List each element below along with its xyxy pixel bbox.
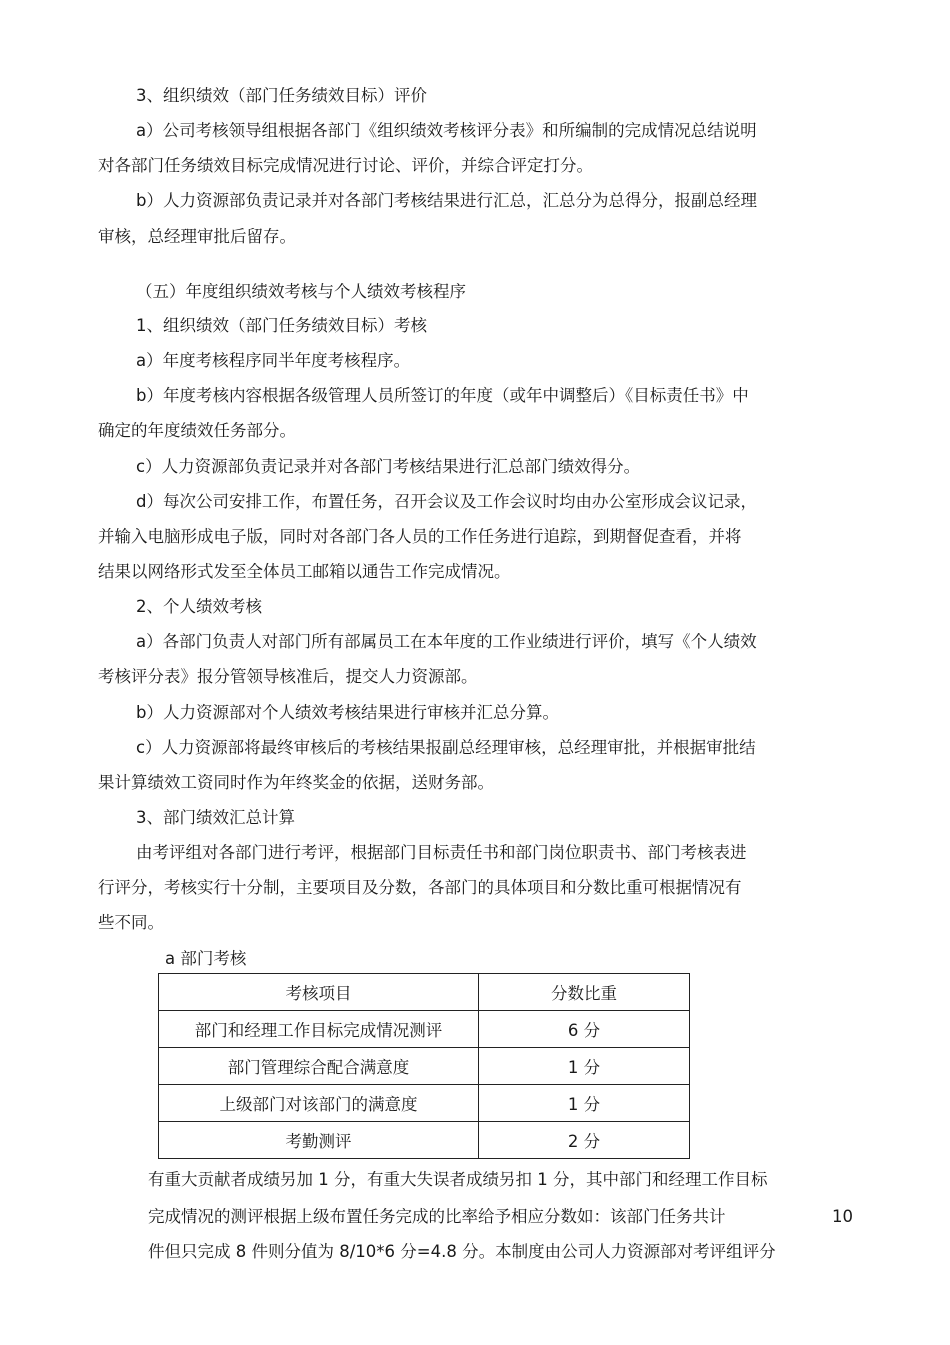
- paragraph-line: 审核，总经理审批后留存。: [98, 227, 296, 246]
- section-heading: 3、组织绩效（部门任务绩效目标）评价: [136, 86, 427, 105]
- paragraph-line: 并输入电脑形成电子版，同时对各部门各人员的工作任务进行追踪，到期督促查看，并将: [98, 527, 742, 546]
- table-header-row: [159, 974, 690, 1011]
- table-cell: 上级部门对该部门的满意度: [159, 1085, 479, 1122]
- table-cell: 考勤测评: [159, 1122, 479, 1159]
- department-score-table: [158, 973, 690, 1159]
- paragraph-line: 结果以网络形式发至全体员工邮箱以通告工作完成情况。: [98, 562, 511, 581]
- paragraph-line: 有重大贡献者成绩另加 1 分，有重大失误者成绩另扣 1 分，其中部门和经理工作目标: [148, 1170, 768, 1189]
- paragraph-line: 件但只完成 8 件则分值为 8/10*6 分=4.8 分。本制度由公司人力资源部对考评组评分: [148, 1242, 776, 1261]
- paragraph-line: b）年度考核内容根据各级管理人员所签订的年度（或年中调整后）《目标责任书》中: [136, 386, 749, 405]
- paragraph-line: a）公司考核领导组根据各部门《组织绩效考核评分表》和所编制的完成情况总结说明: [136, 121, 757, 140]
- column-header: 分数比重: [479, 974, 690, 1011]
- paragraph-line: 由考评组对各部门进行考评，根据部门目标责任书和部门岗位职责书、部门考核表进: [136, 843, 747, 862]
- paragraph-line: 确定的年度绩效任务部分。: [98, 421, 296, 440]
- paragraph-line: b）人力资源部对个人绩效考核结果进行审核并汇总分算。: [136, 703, 559, 722]
- paragraph-line: 对各部门任务绩效目标完成情况进行讨论、评价，并综合评定打分。: [98, 156, 593, 175]
- paragraph-line: 果计算绩效工资同时作为年终奖金的依据，送财务部。: [98, 773, 494, 792]
- table-row: [159, 1048, 690, 1085]
- paragraph-line: c）人力资源部将最终审核后的考核结果报副总经理审核，总经理审批，并根据审批结: [136, 738, 756, 757]
- section-heading: 3、部门绩效汇总计算: [136, 808, 295, 827]
- table-cell: 1 分: [479, 1085, 690, 1122]
- paragraph-line: a）各部门负责人对部门所有部属员工在本年度的工作业绩进行评价，填写《个人绩效: [136, 632, 757, 651]
- paragraph-line: 考核评分表》报分管领导核准后，提交人力资源部。: [98, 667, 478, 686]
- table-cell: 1 分: [479, 1048, 690, 1085]
- section-heading: 1、组织绩效（部门任务绩效目标）考核: [136, 316, 427, 335]
- paragraph-line: 些不同。: [98, 913, 164, 932]
- table-cell: 2 分: [479, 1122, 690, 1159]
- paragraph-line: 行评分，考核实行十分制，主要项目及分数，各部门的具体项目和分数比重可根据情况有: [98, 878, 742, 897]
- paragraph-line: a）年度考核程序同半年度考核程序。: [136, 351, 411, 370]
- table-cell: 部门管理综合配合满意度: [159, 1048, 479, 1085]
- paragraph-line: 完成情况的测评根据上级布置任务完成的比率给予相应分数如：该部门任务共计: [148, 1207, 726, 1226]
- table-row: [159, 1011, 690, 1048]
- section-heading: 2、个人绩效考核: [136, 597, 262, 616]
- table-row: [159, 1122, 690, 1159]
- paragraph-line: b）人力资源部负责记录并对各部门考核结果进行汇总，汇总分为总得分，报副总经理: [136, 191, 757, 210]
- page-number: 10: [832, 1207, 853, 1226]
- table-cell: 部门和经理工作目标完成情况测评: [159, 1011, 479, 1048]
- paragraph-line: d）每次公司安排工作，布置任务，召开会议及工作会议时均由办公室形成会议记录，: [136, 492, 757, 511]
- column-header: 考核项目: [159, 974, 479, 1011]
- section-heading: （五）年度组织绩效考核与个人绩效考核程序: [136, 282, 466, 301]
- table-row: [159, 1085, 690, 1122]
- table-caption: a 部门考核: [165, 949, 247, 968]
- paragraph-line: c）人力资源部负责记录并对各部门考核结果进行汇总部门绩效得分。: [136, 457, 641, 476]
- table-cell: 6 分: [479, 1011, 690, 1048]
